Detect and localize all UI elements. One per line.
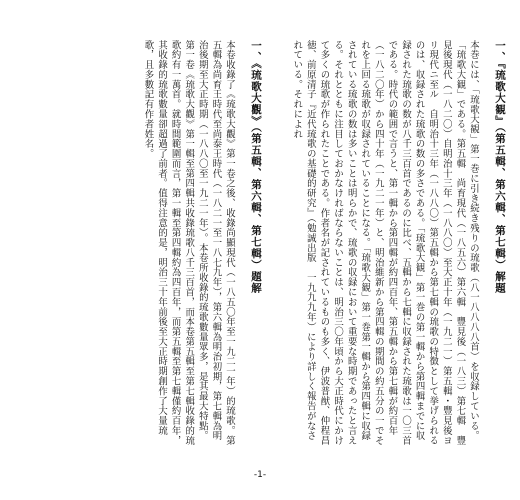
japanese-section-title: 一、『琉歌大観』（第五輯、第六輯、第七輯）解題 [494, 40, 506, 294]
japanese-section [286, 40, 508, 460]
chinese-section-body: 本卷收錄了《琉歌大觀》第一卷之後、收錄尚顯現代（一八五〇年至一九二一年）的琉歌。第五輯為尚育王時代至尚泰王時代（一八二一至一八七九年），第六輯為明治初期，第七輯為明治後期至大正時期（一八八〇至一九二一年）。本卷所收錄的琉歌數量眾多，是其最大特點。第一卷《琉歌大觀》第一輯至第四輯共收錄琉歌八千三百首，而本卷第五輯至第七輯收錄的琉歌約有一萬首。就時間範圍而言，第一輯至第四輯約為四百年，而第五輯至第七輯僅約百年，其收錄的琉歌數量卻超過了前者。值得注意的是，明治三十年前後至大正時期創作了大量琉歌，且多數記有作者姓名。 [142, 40, 235, 446]
chinese-section [62, 40, 264, 460]
japanese-section-body: 本巻には、「琉歌大観」第一巻に引き続き残りの琉歌（八一八八八八首）を収録している。「琉歌大観」である。第五輯 尚育現代（一八五六）第六輯 豐見後（一八三）第七輯 豐見後現代（一八二〇）自明治十三年（一八八〇）至大正十年（一九二一）第五輯・豐見後ヨリ現代ニ至ル 自明治十三年（一八八〇）第五輯から第七輯の琉歌の特徴として挙げられるのは、収録された琉歌の数の多さである。「琉歌大観」第一巻の第一輯から第四輯までに収録された琉歌の数が八千三百首であるのに比べ、五輯から七輯に収録された琉歌は一〇三首である。時代の範囲で言うと、第一輯から第四輯が約四百年、第五輯から第七輯が約百年（一八二〇年）から四十年（一九二一年）と、明治維新から第四輯の期間の約五分の一でそれを上回る琉歌が収録されていることになる。「琉歌大観」第一巻第一輯から第四輯に収録されている琉歌の数は多いことは明らかで、琉歌の収録において重要な時期であったと言える。それとともに注目しておかなければならないことは、明治三〇年頃から大正時代にかけて多くの琉歌が作られたことである。作者名が記されているものも多く、伊波普猷、仲程昌徳、前原清子『近代琉歌の基礎的研究』（勉誠出版 一九九九年）により詳しく報告がなされている。それによれ [291, 40, 479, 446]
chinese-section-title: 一、《琉歌大觀》（第五輯、第六輯、第七輯）題解 [250, 40, 262, 294]
page-number: -1- [253, 470, 267, 480]
